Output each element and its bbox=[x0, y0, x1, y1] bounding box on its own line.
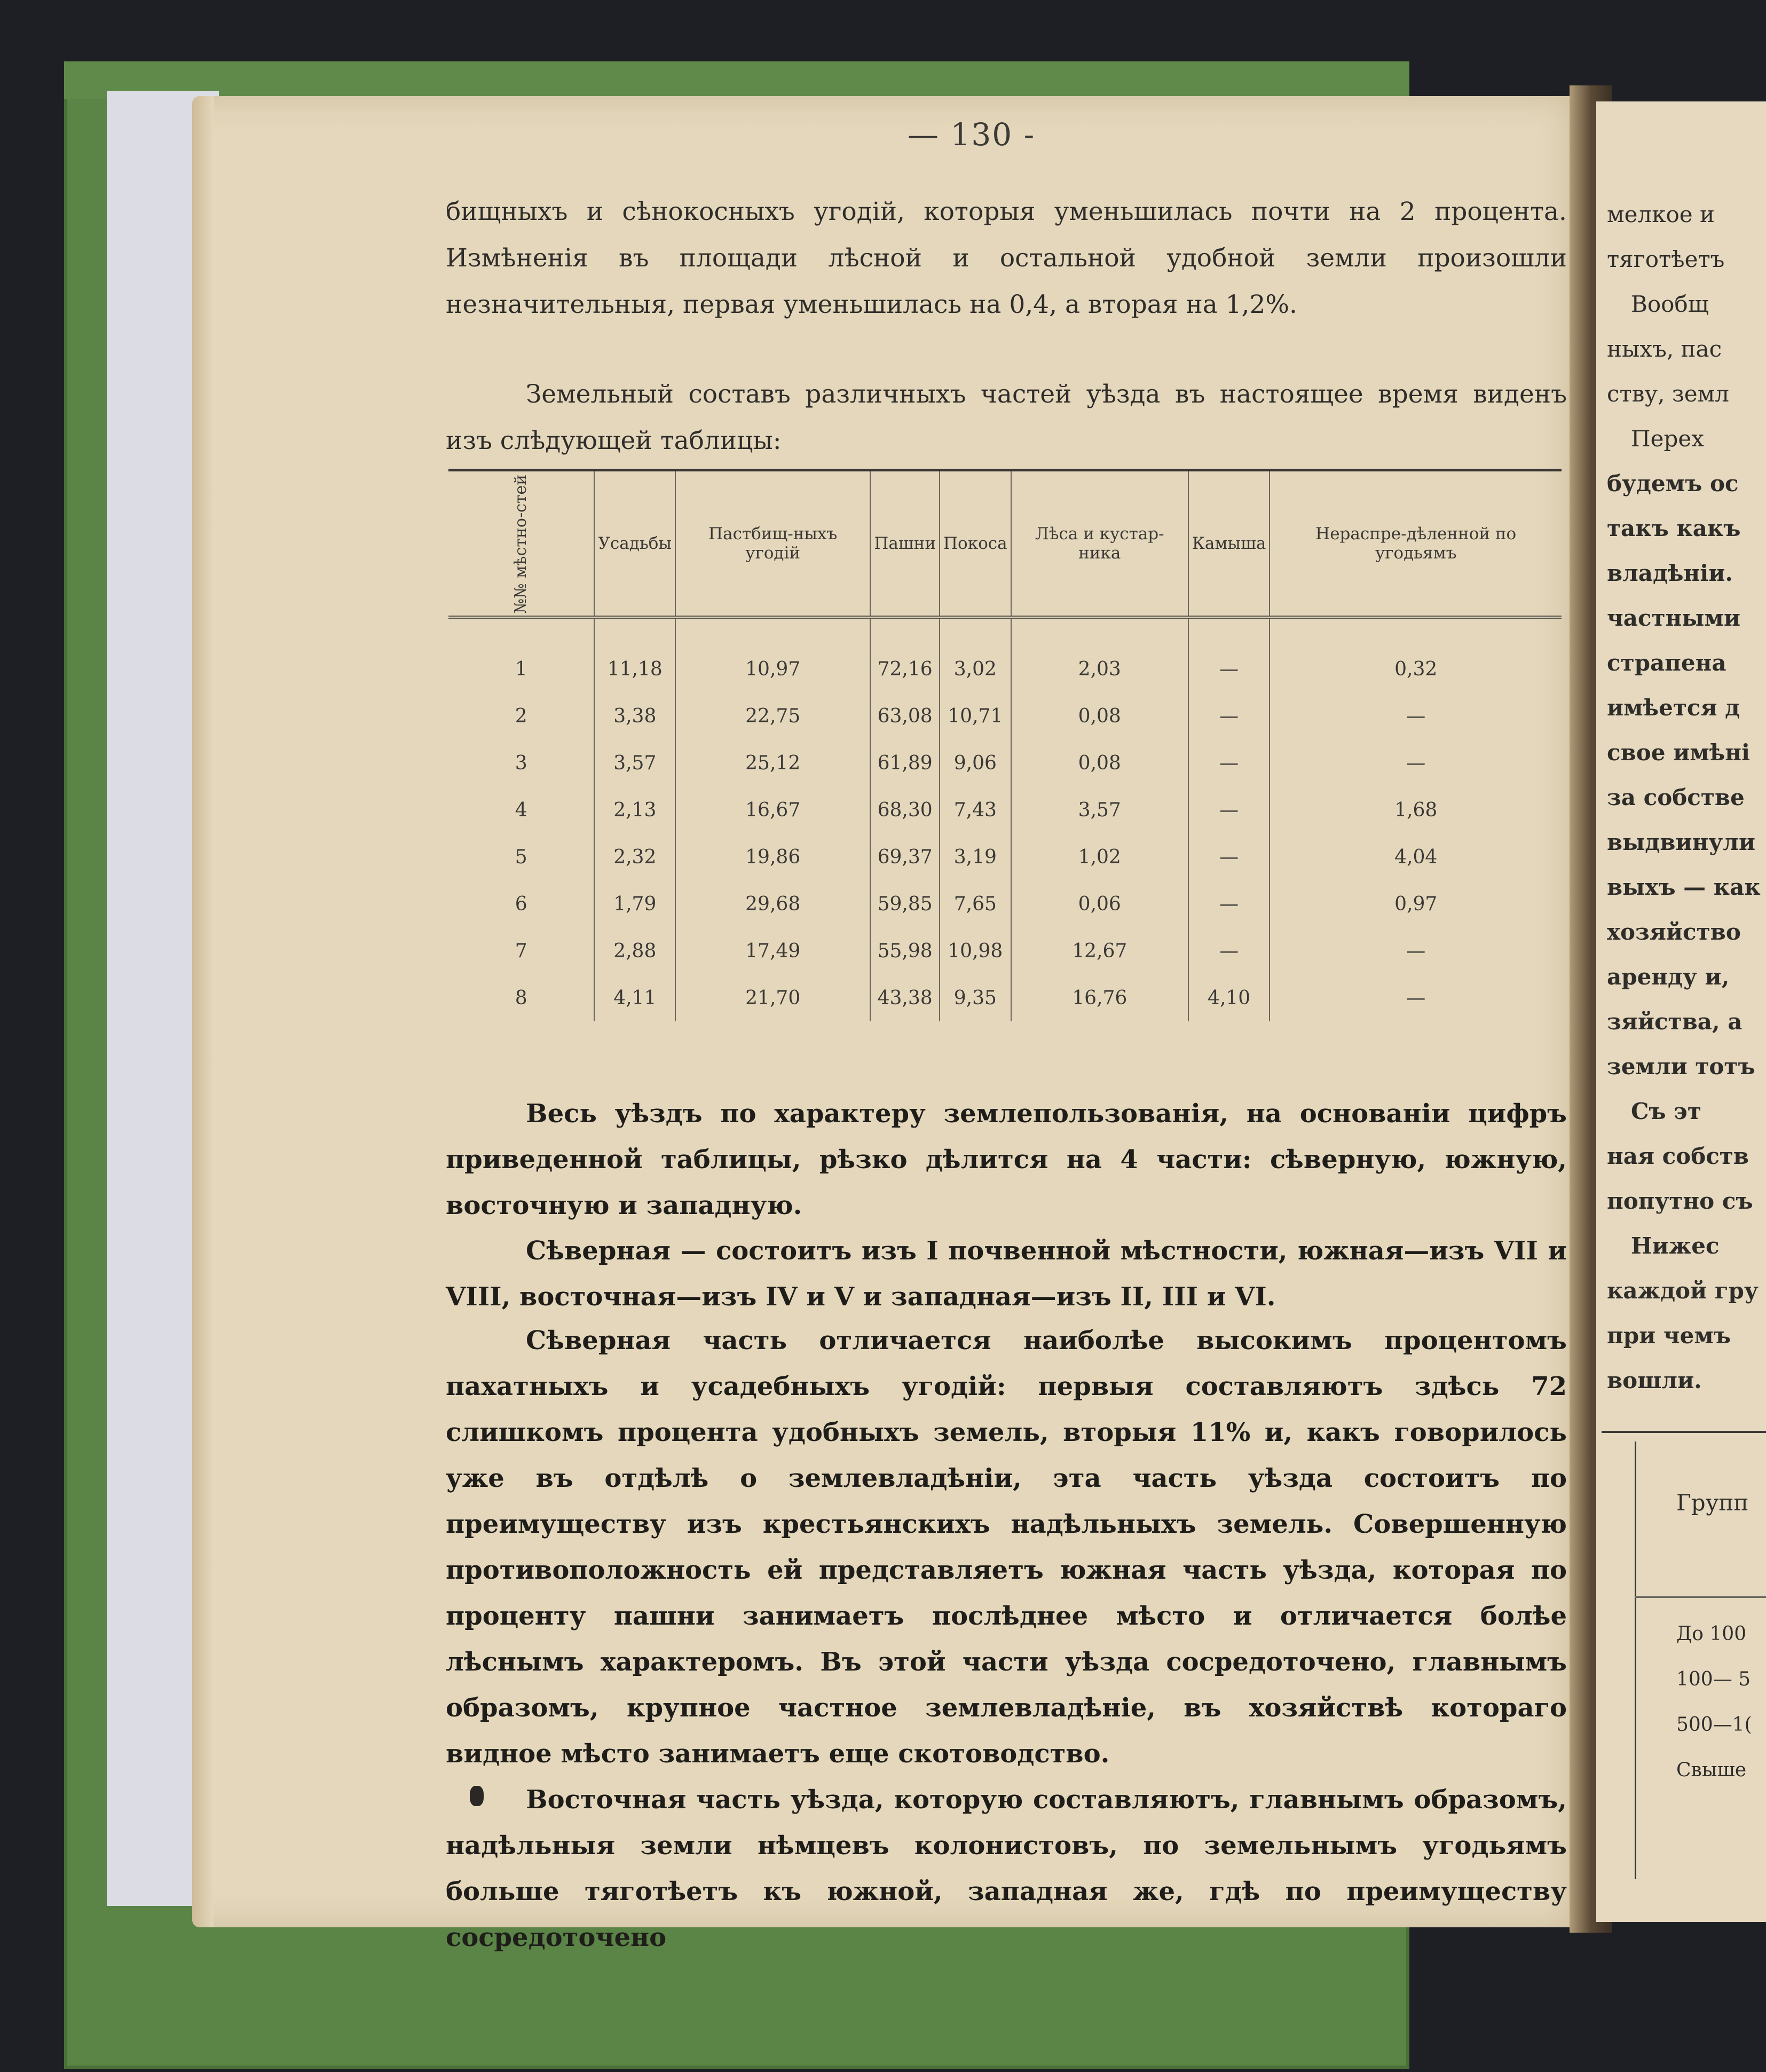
locality-number-cell: 8 bbox=[515, 987, 527, 1009]
table-cell: 29,68 bbox=[675, 880, 870, 927]
table-cell: — bbox=[1270, 739, 1562, 786]
table-cell: 1,79 bbox=[594, 880, 675, 927]
table-cell: 61,89 bbox=[870, 739, 940, 786]
right-page-line: вошли. bbox=[1607, 1367, 1702, 1393]
table-row bbox=[448, 833, 1562, 880]
table-cell: 0,08 bbox=[1011, 739, 1188, 786]
table-cell: 63,08 bbox=[870, 692, 940, 739]
right-page-line: при чемъ bbox=[1607, 1322, 1731, 1349]
locality-number-cell: 4 bbox=[515, 799, 527, 821]
right-page-line: попутно съ bbox=[1607, 1188, 1753, 1214]
table-cell: 3,02 bbox=[940, 617, 1011, 692]
right-table-row-label: 100— 5 bbox=[1676, 1668, 1751, 1690]
land-composition-table bbox=[448, 469, 1562, 1067]
table-cell: 2,88 bbox=[594, 927, 675, 974]
right-table-top-rule bbox=[1602, 1431, 1766, 1433]
table-cell: 7,65 bbox=[940, 880, 1011, 927]
right-page-line: Нижес bbox=[1631, 1233, 1720, 1259]
table-cell: 0,97 bbox=[1270, 880, 1562, 927]
table-cell: — bbox=[1188, 927, 1270, 974]
table-cell: 7,43 bbox=[940, 786, 1011, 833]
table-cell: 3,57 bbox=[594, 739, 675, 786]
table-cell: 16,67 bbox=[675, 786, 870, 833]
table-cell: 43,38 bbox=[870, 974, 940, 1021]
locality-number-cell: 7 bbox=[515, 940, 527, 962]
table-cell: — bbox=[1188, 692, 1270, 739]
table-header-row bbox=[448, 470, 1562, 618]
table-cell: 55,98 bbox=[870, 927, 940, 974]
table-cell: — bbox=[1270, 974, 1562, 1021]
table-cell: — bbox=[1188, 617, 1270, 692]
table-row bbox=[448, 786, 1562, 833]
paragraph-eastern: Восточная часть уѣзда, которую составляютъ, главнымъ образомъ, надѣльныя земли нѣмцевъ колонистовъ, по земельнымъ угодьямъ больше тяготѣетъ къ южной, западная же, гдѣ по преимуществу сосредоточено bbox=[446, 1785, 1567, 1952]
right-page-line: ству, земл bbox=[1607, 381, 1729, 407]
locality-number-cell: 6 bbox=[515, 893, 527, 915]
table-cell: 3,38 bbox=[594, 692, 675, 739]
table-cell: 2,13 bbox=[594, 786, 675, 833]
right-page-line: частными bbox=[1607, 605, 1741, 631]
table-cell: 11,18 bbox=[594, 617, 675, 692]
header-localities: №№ мѣстно-стей bbox=[511, 474, 531, 613]
table-cell: 10,97 bbox=[675, 617, 870, 692]
right-table-header: Групп bbox=[1676, 1490, 1749, 1516]
right-page-line: мелкое и bbox=[1607, 201, 1715, 227]
right-page-line: Съ эт bbox=[1631, 1098, 1701, 1124]
table-cell: 72,16 bbox=[870, 617, 940, 692]
intro-paragraph: бищныхъ и сѣнокосныхъ угодій, которыя уменьшилась почти на 2 процента. Измѣненія въ площади лѣсной и остальной удобной земли произошли незначительныя, первая уменьшилась на 0,4, а вторая на 1,2%. bbox=[446, 197, 1567, 319]
right-table-row-label: До 100 bbox=[1676, 1623, 1747, 1645]
table-row bbox=[448, 739, 1562, 786]
table-cell: 1,68 bbox=[1270, 786, 1562, 833]
table-lead-paragraph: Земельный составъ различныхъ частей уѣзда въ настоящее время виденъ изъ слѣдующей таблицы: bbox=[446, 380, 1567, 455]
paragraph-northern: Сѣверная часть отличается наиболѣе высокимъ процентомъ пахатныхъ и усадебныхъ угодій: первыя составляютъ здѣсь 72 слишкомъ процента удобныхъ земель, вторыя 11% и, какъ говорилось уже въ отдѣлѣ о землевладѣніи, эта часть уѣзда состоитъ по преимуществу изъ крестьянскихъ надѣльныхъ земель. Совершенную противоположность ей представляетъ южная часть уѣзда, которая по проценту пашни занимаетъ послѣднее мѣсто и отличается болѣе лѣснымъ характеромъ. Въ этой части уѣзда сосредоточено, главнымъ образомъ, крупное частное землевладѣніе, въ хозяйствѣ котораго видное мѣсто занимаетъ еще скотоводство. bbox=[446, 1326, 1567, 1769]
header-unallocated: Нераспре-дѣленной по угодьямъ bbox=[1270, 470, 1562, 618]
right-table-row-label: Свыше bbox=[1676, 1759, 1747, 1781]
header-estates: Усадьбы bbox=[594, 470, 675, 618]
right-page-line: ныхъ, пас bbox=[1607, 336, 1722, 362]
table-cell: 4,10 bbox=[1188, 974, 1270, 1021]
table-row bbox=[448, 880, 1562, 927]
right-table-row-label: 500—1( bbox=[1676, 1714, 1752, 1736]
header-arable: Пашни bbox=[870, 470, 940, 618]
table-cell: 2,03 bbox=[1011, 617, 1188, 692]
locality-number-cell: 2 bbox=[515, 705, 527, 727]
table-cell: 68,30 bbox=[870, 786, 940, 833]
table-cell: — bbox=[1270, 927, 1562, 974]
table-cell: 17,49 bbox=[675, 927, 870, 974]
table-cell: — bbox=[1270, 692, 1562, 739]
table-cell: 16,76 bbox=[1011, 974, 1188, 1021]
table-cell: 12,67 bbox=[1011, 927, 1188, 974]
right-page-line: за собстве bbox=[1607, 784, 1745, 810]
table-cell: 0,32 bbox=[1270, 617, 1562, 692]
header-reeds: Камыша bbox=[1188, 470, 1270, 618]
right-page-line: тяготѣетъ bbox=[1607, 246, 1725, 272]
right-page-line: выдвинули bbox=[1607, 829, 1756, 855]
table-cell: 1,02 bbox=[1011, 833, 1188, 880]
locality-number-cell: 1 bbox=[515, 658, 527, 680]
table-cell: 4,11 bbox=[594, 974, 675, 1021]
table-row bbox=[448, 692, 1562, 739]
paragraph-parts: Сѣверная — состоитъ изъ I почвенной мѣстности, южная—изъ VII и VIII, восточная—изъ IV и V и западная—изъ II, III и VI. bbox=[446, 1236, 1567, 1312]
right-page-line: Вообщ bbox=[1631, 291, 1709, 317]
table-cell: 25,12 bbox=[675, 739, 870, 786]
book-cover-top-edge bbox=[64, 61, 1409, 99]
right-table-left-border bbox=[1635, 1441, 1636, 1879]
right-page-line: выхъ — как bbox=[1607, 874, 1761, 900]
table-cell: 10,71 bbox=[940, 692, 1011, 739]
page-number: — 130 - bbox=[908, 116, 1036, 153]
table-row bbox=[448, 927, 1562, 974]
table-cell: 4,04 bbox=[1270, 833, 1562, 880]
table-cell: 22,75 bbox=[675, 692, 870, 739]
right-page-line: будемъ ос bbox=[1607, 470, 1739, 497]
table-cell: 59,85 bbox=[870, 880, 940, 927]
table-cell: 9,35 bbox=[940, 974, 1011, 1021]
locality-number-cell: 5 bbox=[515, 846, 527, 868]
table-row bbox=[448, 617, 1562, 692]
right-page-line: земли тотъ bbox=[1607, 1053, 1755, 1080]
table-cell: 3,57 bbox=[1011, 786, 1188, 833]
right-page-line: ная собств bbox=[1607, 1143, 1749, 1169]
locality-number-cell: 3 bbox=[515, 752, 527, 774]
table-row bbox=[448, 974, 1562, 1021]
table-cell: 69,37 bbox=[870, 833, 940, 880]
table-cell: — bbox=[1188, 786, 1270, 833]
table-cell: 2,32 bbox=[594, 833, 675, 880]
header-hayfields: Покоса bbox=[940, 470, 1011, 618]
table-cell: 0,06 bbox=[1011, 880, 1188, 927]
right-page-line: аренду и, bbox=[1607, 964, 1730, 990]
right-page-line: свое имѣні bbox=[1607, 739, 1750, 766]
table-cell: 10,98 bbox=[940, 927, 1011, 974]
table-cell: 9,06 bbox=[940, 739, 1011, 786]
header-pastures: Пастбищ-ныхъ угодій bbox=[675, 470, 870, 618]
table-cell: 3,19 bbox=[940, 833, 1011, 880]
right-page-line: страпена bbox=[1607, 650, 1726, 676]
paragraph-divisions: Весь уѣздъ по характеру землепользованія, на основаніи цифръ приведенной таблицы, рѣзко дѣлится на 4 части: сѣверную, южную, восточную и западную. bbox=[446, 1099, 1567, 1220]
table-cell: — bbox=[1188, 880, 1270, 927]
right-page-line: хозяйство bbox=[1607, 919, 1741, 945]
right-page-line: Перех bbox=[1631, 426, 1704, 452]
header-forest: Лѣса и кустар-ника bbox=[1011, 470, 1188, 618]
table-cell: 0,08 bbox=[1011, 692, 1188, 739]
right-page-line: такъ какъ bbox=[1607, 515, 1741, 541]
right-table-header-rule bbox=[1635, 1596, 1766, 1598]
right-page-line: имѣется д bbox=[1607, 695, 1740, 721]
table-cell: — bbox=[1188, 833, 1270, 880]
right-page-line: владѣніи. bbox=[1607, 560, 1733, 586]
right-page-line: каждой гру bbox=[1607, 1278, 1759, 1304]
table-cell: — bbox=[1188, 739, 1270, 786]
right-page-line: зяйства, а bbox=[1607, 1009, 1743, 1035]
table-cell: 21,70 bbox=[675, 974, 870, 1021]
table-cell: 19,86 bbox=[675, 833, 870, 880]
